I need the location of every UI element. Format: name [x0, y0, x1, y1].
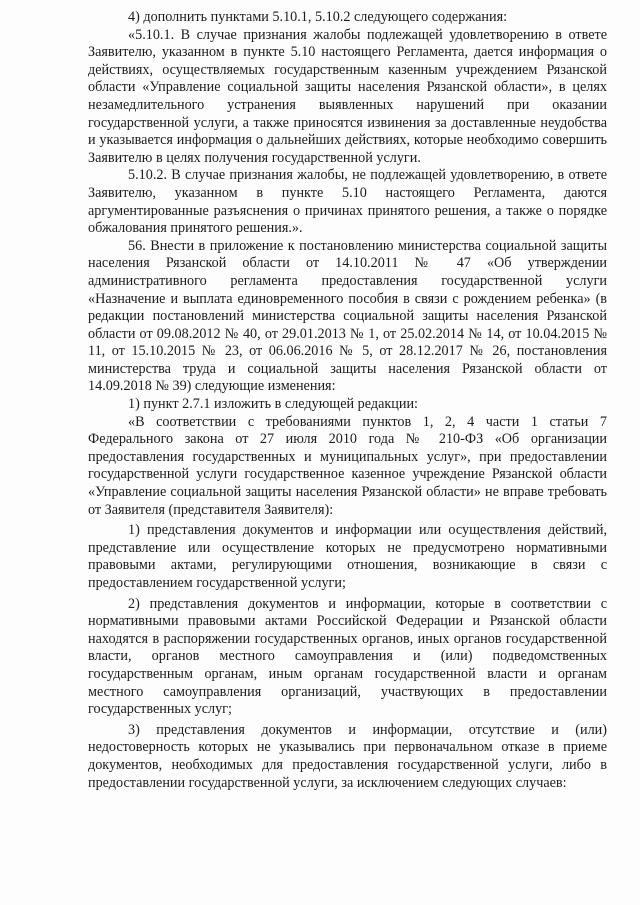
clause-2-7-1-intro: «В соответствии с требованиями пунктов 1, 2, 4 части 1 статьи 7 Федерального закона от 27 июля 2010 года № 210-ФЗ «Об организации предоставления государственных и муниципальных услуг», при предоставлении государственной услуги государственное казенное учреждение Рязанской области «Управление социальной защиты населения Рязанской области» не вправе требовать от Заявителя (представителя Заявителя): [88, 413, 607, 518]
clause-5-10-2: 5.10.2. В случае признания жалобы, не подлежащей удовлетворению, в ответе Заявителю, указанном в пункте 5.10 настоящего Регламента, даются аргументированные разъяснения о причинах принятого решения, а также о порядке обжалования принятого решения.». [88, 167, 607, 237]
item-4-amendment: 4) дополнить пунктами 5.10.1, 5.10.2 следующего содержания: [128, 9, 508, 25]
document-body [88, 9, 607, 792]
section-56: 56. Внести в приложение к постановлению министерства социальной защиты населения Рязанской области от 14.10.2011 № 47 «Об утверждении административного регламента предоставления государственной услуги «Назначение и выплата единовременного пособия в связи с рождением ребенка» (в редакции постановлений министерства социальной защиты населения Рязанской области от 09.08.2012 № 40, от 29.01.2013 № 1, от 25.02.2014 № 14, от 10.04.2015 № 11, от 15.10.2015 № 23, от 06.06.2016 № 5, от 28.12.2017 № 26, постановления министерства труда и социальной защиты населения Рязанской области от 14.09.2018 № 39) следующие изменения: [88, 237, 607, 395]
subitem-1: 1) представления документов и информации или осуществления действий, представление или осуществление которых не предусмотрено нормативными правовыми актами, регулирующими отношения, возникающие в связи с предоставлением государственной услуги; [88, 522, 607, 591]
clause-5-10-1: «5.10.1. В случае признания жалобы подлежащей удовлетворению в ответе Заявителю, указанном в пункте 5.10 настоящего Регламента, дается информация о действиях, осуществляемых государственным казенным учреждением Рязанской области «Управление социальной защиты населения Рязанской области», в целях незамедлительного устранения выявленных нарушений при оказании государственной услуги, а также приносятся извинения за доставленные неудобства и указывается информация о дальнейших действиях, которые необходимо совершить Заявителю в целях получения государственной услуги. [88, 26, 607, 166]
subitem-2: 2) представления документов и информации, которые в соответствии с нормативными правовыми актами Российской Федерации и Рязанской области находятся в распоряжении государственных органов, иных органов государственной власти, органов местного самоуправления и (или) подведомственных государственным органам, иным органам государственной власти и органам местного самоуправления организаций, участвующих в предоставлении государственных услуг; [88, 595, 607, 718]
item-1-point-2-7-1: 1) пункт 2.7.1 изложить в следующей редакции: [128, 396, 418, 413]
subitem-3: 3) представления документов и информации, отсутствие и (или) недостоверность которых не указывались при первоначальном отказе в приеме документов, необходимых для предоставления государственной услуги, либо в предоставлении государственной услуги, за исключением следующих случаев: [88, 721, 607, 791]
